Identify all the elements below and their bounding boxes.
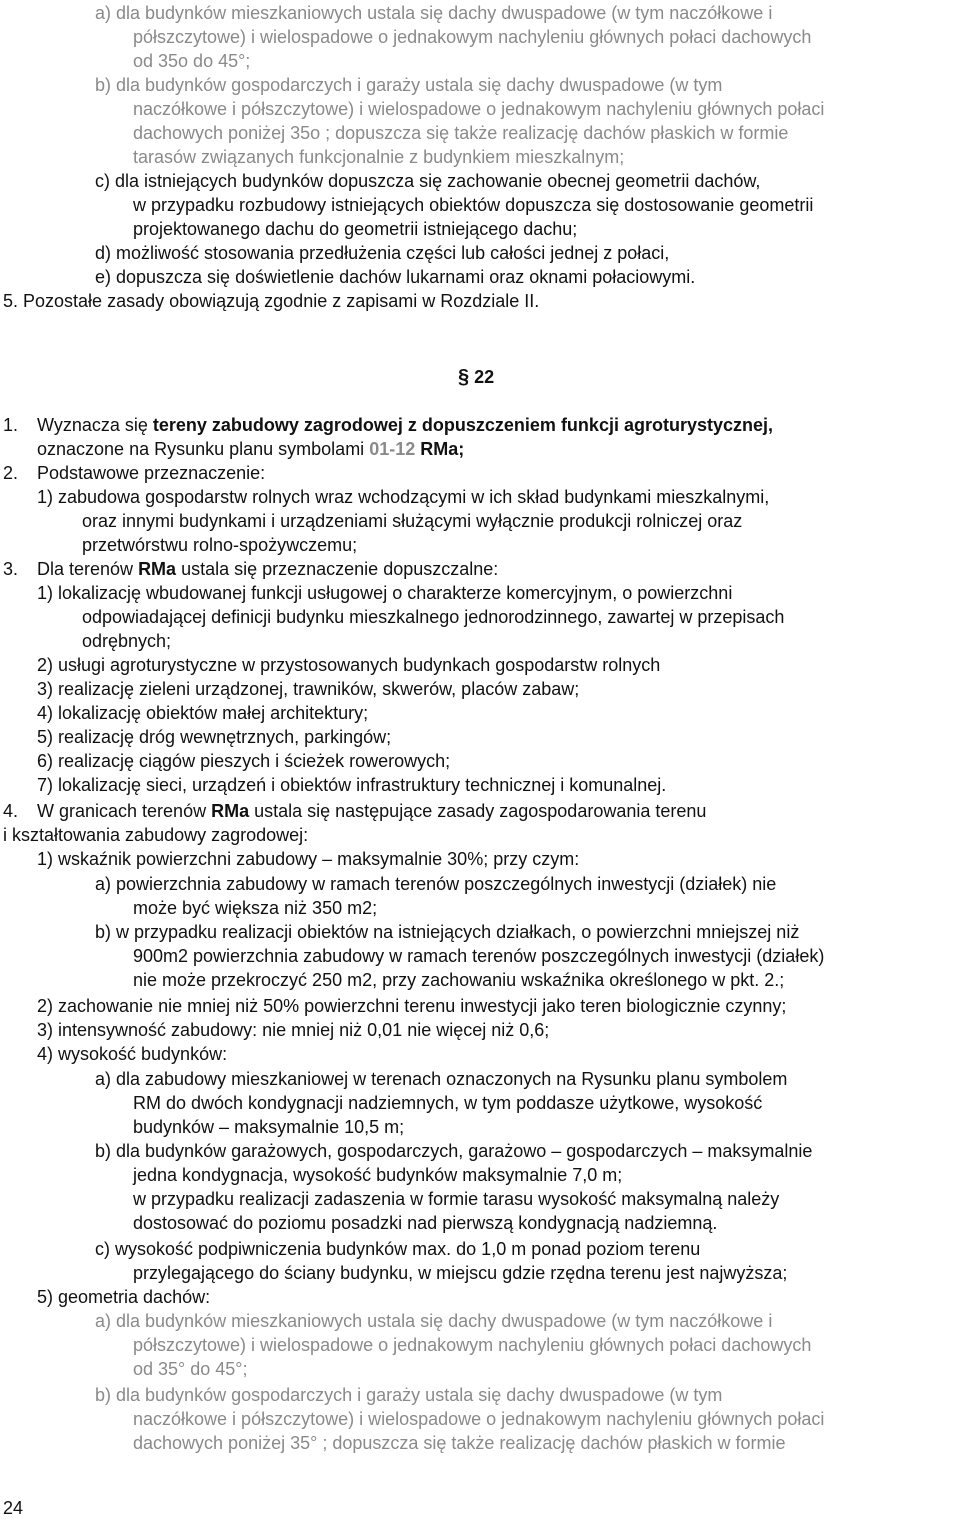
text-line: b) dla budynków gospodarczych i garaży ustala się dachy dwuspadowe (w tym [95, 75, 723, 95]
list-item: 3) realizację zieleni urządzonej, trawników, skwerów, placów zabaw; [37, 679, 580, 699]
list-item: RM do dwóch kondygnacji nadziemnych, w tym poddasze użytkowe, wysokość [133, 1093, 763, 1113]
list-item: 5) realizację dróg wewnętrznych, parkingów; [37, 727, 392, 747]
paragraph-number: 1. [3, 415, 19, 435]
paragraph-number: 3. [3, 559, 19, 579]
paragraph-title: Podstawowe przeznaczenie: [37, 463, 266, 483]
text-line: d) możliwość stosowania przedłużenia części lub całości jednej z połaci, [95, 243, 670, 263]
text-line: i kształtowania zabudowy zagrodowej: [3, 825, 309, 845]
paragraph-title: W granicach terenów RMa ustala się następujące zasady zagospodarowania terenu [37, 801, 707, 821]
list-item: odrębnych; [82, 631, 172, 651]
text-line: e) dopuszcza się doświetlenie dachów lukarnami oraz oknami połaciowymi. [95, 267, 696, 287]
list-item: przetwórstwu rolno-spożywczemu; [82, 535, 358, 555]
paragraph-number: 4. [3, 801, 19, 821]
text-line: naczółkowe i półszczytowe) i wielospadowe o jednakowym nachyleniu głównych połaci [133, 99, 825, 119]
section-number: 22 [474, 367, 495, 387]
paragraph-title: Dla terenów RMa ustala się przeznaczenie dopuszczalne: [37, 559, 499, 579]
list-item: jedna kondygnacja, wysokość budynków maksymalnie 7,0 m; [133, 1165, 623, 1185]
list-item: b) dla budynków garażowych, gospodarczych, garażowo – gospodarczych – maksymalnie [95, 1141, 813, 1161]
paragraph-number: 2. [3, 463, 19, 483]
list-item: 1) wskaźnik powierzchni zabudowy – maksymalnie 30%; przy czym: [37, 849, 580, 869]
text-line: od 35o do 45°; [133, 51, 251, 71]
list-item: c) wysokość podpiwniczenia budynków max. do 1,0 m ponad poziom terenu [95, 1239, 701, 1259]
page-number: 24 [3, 1498, 24, 1518]
list-item: b) w przypadku realizacji obiektów na istniejących działkach, o powierzchni mniejszej niż [95, 922, 800, 942]
list-item: dachowych poniżej 35° ; dopuszcza się także realizację dachów płaskich w formie [133, 1433, 786, 1453]
list-item: nie może przekroczyć 250 m2, przy zachowaniu wskaźnika określonego w pkt. 2.; [133, 970, 785, 990]
list-item: 3) intensywność zabudowy: nie mniej niż 0,01 nie więcej niż 0,6; [37, 1020, 550, 1040]
list-item: 4) wysokość budynków: [37, 1044, 228, 1064]
list-item: 4) lokalizację obiektów małej architektury; [37, 703, 369, 723]
text-line: oznaczone na Rysunku planu symbolami 01-12 RMa; [37, 439, 465, 459]
section-mark: § [458, 366, 470, 388]
list-item: naczółkowe i półszczytowe) i wielospadowe o jednakowym nachyleniu głównych połaci [133, 1409, 825, 1429]
list-item: przylegającego do ściany budynku, w miejscu gdzie rzędna terenu jest najwyższa; [133, 1263, 788, 1283]
list-item: a) dla zabudowy mieszkaniowej w terenach oznaczonych na Rysunku planu symbolem [95, 1069, 788, 1089]
list-item: od 35° do 45°; [133, 1359, 248, 1379]
text-line: Wyznacza się tereny zabudowy zagrodowej z dopuszczeniem funkcji agroturystycznej, [37, 415, 773, 435]
text-line: półszczytowe) i wielospadowe o jednakowym nachyleniu głównych połaci dachowych [133, 27, 812, 47]
list-item: 2) usługi agroturystyczne w przystosowanych budynkach gospodarstw rolnych [37, 655, 661, 675]
list-item: 2) zachowanie nie mniej niż 50% powierzchni terenu inwestycji jako teren biologicznie czynny; [37, 996, 787, 1016]
section-heading [458, 366, 494, 389]
list-item: półszczytowe) i wielospadowe o jednakowym nachyleniu głównych połaci dachowych [133, 1335, 812, 1355]
list-item: b) dla budynków gospodarczych i garaży ustala się dachy dwuspadowe (w tym [95, 1385, 723, 1405]
text-line: tarasów związanych funkcjonalnie z budynkiem mieszkalnym; [133, 147, 625, 167]
list-item: a) powierzchnia zabudowy w ramach terenów poszczególnych inwestycji (działek) nie [95, 874, 777, 894]
list-item: 6) realizację ciągów pieszych i ścieżek rowerowych; [37, 751, 451, 771]
text-line: w przypadku rozbudowy istniejących obiektów dopuszcza się dostosowanie geometrii [133, 195, 814, 215]
list-item: a) dla budynków mieszkaniowych ustala się dachy dwuspadowe (w tym naczółkowe i [95, 1311, 773, 1331]
list-item: może być większa niż 350 m2; [133, 898, 378, 918]
list-item: 900m2 powierzchnia zabudowy w ramach terenów poszczególnych inwestycji (działek) [133, 946, 825, 966]
text-line: projektowanego dachu do geometrii istniejącego dachu; [133, 219, 578, 239]
list-item: 1) lokalizację wbudowanej funkcji usługowej o charakterze komercyjnym, o powierzchni [37, 583, 733, 603]
text-line: dachowych poniżej 35o ; dopuszcza się także realizację dachów płaskich w formie [133, 123, 789, 143]
list-item: odpowiadającej definicji budynku mieszkalnego jednorodzinnego, zawartej w przepisach [82, 607, 785, 627]
list-item: 7) lokalizację sieci, urządzeń i obiektów infrastruktury technicznej i komunalnej. [37, 775, 667, 795]
text-line: c) dla istniejących budynków dopuszcza się zachowanie obecnej geometrii dachów, [95, 171, 761, 191]
list-item: budynków – maksymalnie 10,5 m; [133, 1117, 405, 1137]
text-line: 5. Pozostałe zasady obowiązują zgodnie z zapisami w Rozdziale II. [3, 291, 540, 311]
list-item: w przypadku realizacji zadaszenia w formie tarasu wysokość maksymalną należy [133, 1189, 780, 1209]
list-item: 5) geometria dachów: [37, 1287, 211, 1307]
list-item: oraz innymi budynkami i urządzeniami służącymi wyłącznie produkcji rolniczej oraz [82, 511, 743, 531]
list-item: 1) zabudowa gospodarstw rolnych wraz wchodzącymi w ich skład budynkami mieszkalnymi, [37, 487, 770, 507]
list-item: dostosować do poziomu posadzki nad pierwszą kondygnacją nadziemną. [133, 1213, 718, 1233]
text-line: a) dla budynków mieszkaniowych ustala się dachy dwuspadowe (w tym naczółkowe i [95, 3, 773, 23]
